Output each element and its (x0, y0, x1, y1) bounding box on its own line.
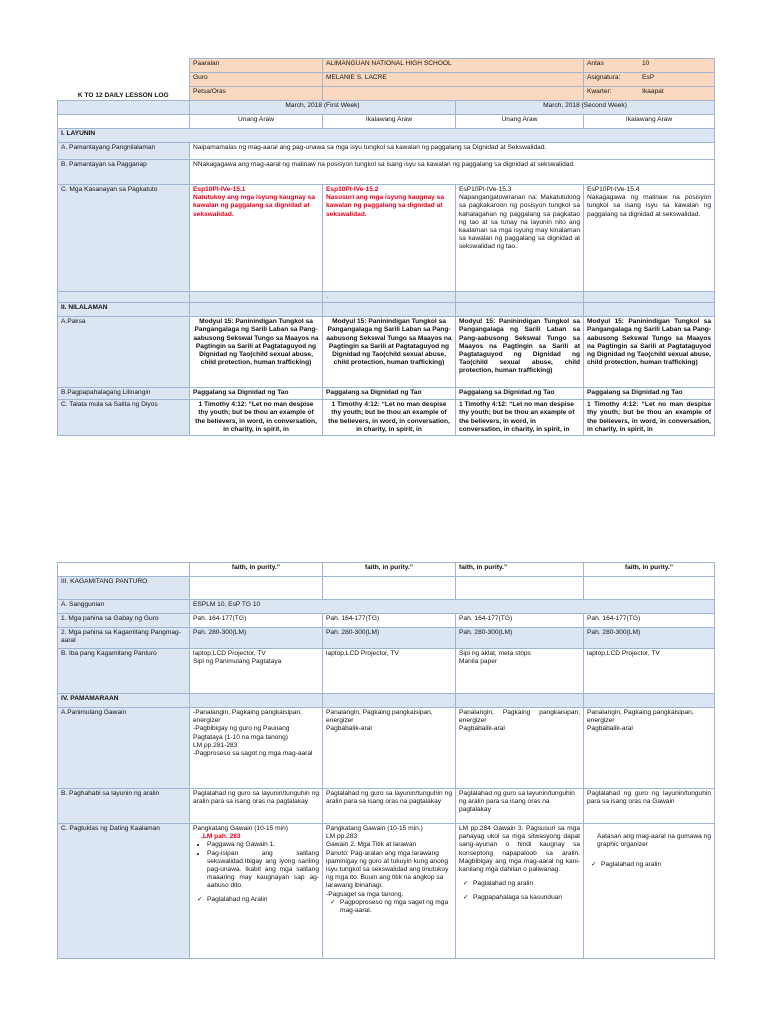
talata-day3: 1 Timothy 4:12: “Let no man despise thy youth; but be thou an example of the believers, in word, in conversation, in charity, in spirit, in (456, 400, 584, 436)
list-item: ✓ Pagpoproseso ng mga saget ng mga mag-aaral. (340, 899, 452, 915)
paghahabi-day2: Paglalahad ng guro sa layunin/tunguhin ng aralin para sa isang oras na pagtalakay (323, 789, 456, 824)
quarter-cell: Kwarter: Ikaapat (584, 87, 715, 101)
day3-header: Unang Araw (456, 115, 584, 129)
row-label-pagtuklas: C. Pagtuklas ng Dating Kaalaman (58, 824, 190, 959)
pagtuklas-day3: LM pp.284 Gawain 3. Pagsusuri sa mga pahayag ukol sa mga sitwasyong dapat sang-ayunan o hindi kaugnay sa konseptong napapaloob sa aralin. Magbibigay ang mga mag-aaral ng kani-kanilang mga dahilan o paliwanag. ✓ Paglalahad ng aralin ✓ Pagpapahalaga sa kasunduan (456, 824, 584, 959)
list-item: ✓ Paglalahad ng Aralin (207, 896, 319, 904)
cont-day2: faith, in purity.” (323, 563, 456, 577)
row-label-pagpapahalaga: B.Pagpapahalagang Lilinangin (58, 388, 190, 400)
date-value (323, 87, 584, 101)
pagpapahalaga-day3: Paggalang sa Dignidad ng Tao (456, 388, 584, 400)
school-name: ALIMANGUAN NATIONAL HIGH SCHOOL (323, 59, 584, 73)
week1-header: March, 2018 (First Week) (190, 101, 456, 115)
pagtuklas-day2: Pangkatang Gawain (10-15 min.) LM pp.283 Gawain 2. Mga Titik at larawan Panuto: Pag-aralan ang mga larawang ipaminigay ng guro at tukuyin kung anong isyu tungkol sa sekswalidad ang tinutukoy ng mga ito. Buuin ang titik na angkop sa larawang ibinahagi. -Pagsaget sa mga tanong. ✓ Pagpoproseso ng mga saget ng mga mag-aaral. (323, 824, 456, 959)
pagganap-text: NNakagagawa ang mag-aaral ng malinaw na posisyon tungkol sa isang isyu sa kawalan ng paggalang sa dignidad at sekswalidad. (190, 160, 715, 185)
panimula-day3: Panalangin, Pagkaing pangkaisipan, energizer Pagbabalik-aral (456, 708, 584, 789)
kag-day3: Pah. 280-300(LM) (456, 628, 584, 649)
paghahabi-day1: Paglalahad ng guro sa layunin/tunguhin ng aralin para sa isang oras na pagtalakay (190, 789, 323, 824)
talata-day1: 1 Timothy 4:12: “Let no man despise thy youth; but be thou an example of the believers, in word, in conversation, in charity, in spirit, in (190, 400, 323, 436)
talata-day2: 1 Timothy 4:12: “Let no man despise thy youth; but be thou an example of the believers, in word, in conversation, in charity, in spirit, in (323, 400, 456, 436)
sanggunian-text: ESPLM 10, EsP TG 10 (190, 600, 715, 614)
paksa-day2: Modyul 15: Paninindigan Tungkol sa Pangangalaga ng Sarili Laban sa Pang-aabusong Sekswal Tungo sa Maayos na Pagtingin sa Sarili at Pagtataguyod ng Dignidad ng Tao(child sexual abuse, child protection, human trafficking) (323, 317, 456, 388)
iba-day4: laptop,LCD Projector, TV (584, 649, 715, 694)
pagpapahalaga-day2: Paggalang sa Dignidad ng Tao (323, 388, 456, 400)
teacher-name: MELANIE S. LACRE (323, 73, 584, 87)
row-label-paksa: A.Paksa (58, 317, 190, 388)
dll-title: K TO 12 DAILY LESSON LOG (58, 59, 190, 101)
kasanayan-day1: Esp10PI-IVe-15.1 Natutukoy ang mga isyung kaugnay sa kawalan ng paggalang sa dignidad at sekswalidad. (190, 185, 323, 292)
gabay-day4: Pah. 164-177(TG) (584, 614, 715, 628)
cont-day1: faith, in purity.” (190, 563, 323, 577)
gabay-day1: Pah. 164-177(TG) (190, 614, 323, 628)
section-layunin: I. LAYUNIN (58, 129, 715, 143)
iba-day2: laptop,LCD Projector, TV (323, 649, 456, 694)
row-label-panimulang-gawain: A.Panimulang Gawain (58, 708, 190, 789)
row-label-kasanayan: C. Mga Kasanayan sa Pagkatuto (58, 185, 190, 292)
row-label-pangnilalaman: A. Pamantayang Pangnilalaman (58, 143, 190, 160)
day1-header: Unang Araw (190, 115, 323, 129)
list-item: • Pag-isipan ang salitang sekswalidad.Ibigay ang iyong sariling pag-unawa. Ikabit ang mga salitang maaaring may kaugnayan sap ag-aabuso dito. (207, 850, 319, 891)
row-label-paghahabi: B. Paghahabi sa layunin ng aralin (58, 789, 190, 824)
row-label-sanggunian: A. Sanggunian (58, 600, 190, 614)
kasanayan-day2: Esp10PI-IVe-15.2 Nasusuri ang mga isyung kaugnay sa kawalan ng paggalang sa dignidad at sekswalidad. (323, 185, 456, 292)
grade-cell: Antas 10 (584, 59, 715, 73)
iba-day1: laptop,LCD Projector, TV Sipi ng Panimulang Pagtataya (190, 649, 323, 694)
pagtuklas-day4: Aatasan ang mag-aaral na gumawa ng graphic organizer ✓ Paglalahad ng aralin (584, 824, 715, 959)
day2-header: Ikalawang Araw (323, 115, 456, 129)
cont-day3: faith, in purity.” (456, 563, 584, 577)
pangnilalaman-text: Naipamamalas ng mag-aaral ang pag-unawa sa mga isyu tungkol sa kawalan ng paggalang sa Dignidad at Sekswalidad. (190, 143, 715, 160)
cont-day4: faith, in purity.” (584, 563, 715, 577)
kag-day2: Pah. 280-300(LM) (323, 628, 456, 649)
teacher-label: Guro (190, 73, 323, 87)
pagtuklas-day1: Pangkatang Gawain (10-15 min) ,LM pah. 283 • Paggawa ng Gawain 1. • Pag-isipan ang salitang sekswalidad.Ibigay ang iyong sariling pag-unawa. Ikabit ang mga salitang maaaring may kaugnayan sap ag-aabuso dito. ✓ Paglalahad ng Aralin (190, 824, 323, 959)
date-label: Petsa/Oras (190, 87, 323, 101)
kag-day1: Pah. 280-300(LM) (190, 628, 323, 649)
section-nilalaman: II. NILALAMAN (58, 303, 190, 317)
panimula-day2: Panalangin, Pagkaing pangkaisipan, energizer Pagbabalik-aral (323, 708, 456, 789)
talata-day4: 1 Timothy 4:12: “Let no man despise thy youth; but be thou an example of the believers, in word, in conversation, in charity, in spirit, in (584, 400, 715, 436)
week2-header: March, 2018 (Second Week) (456, 101, 715, 115)
paghahabi-day3: Paglalahad ng guro sa layunin/tunguhin ng aralin para sa isang oras na pagtalakay (456, 789, 584, 824)
list-item: ✓ Paglalahad ng aralin (473, 880, 580, 888)
list-item: ✓ Pagpapahalaga sa kasunduan (473, 894, 580, 902)
paghahabi-day4: Paglalahad ng guro ng layunin/tunguhin para sa isang oras na Gawain (584, 789, 715, 824)
panimula-day4: Panalangin, Pagkaing pangkaisipan, energizer Pagbabalik-aral (584, 708, 715, 789)
section-kagamitan: III. KAGAMITANG PANTURO (58, 577, 190, 600)
row-label-pagganap: B. Pamantayan sa Pagganap (58, 160, 190, 185)
row-label-iba-pang-kagamitan: B. Iba pang Kagamitang Panturo (58, 649, 190, 694)
paksa-day3: Modyul 15: Paninindigan Tungkol sa Pangangalaga ng Sarili Laban sa Pang-aabusong Sekswal Tungo sa Maayos na Pagtingin sa Sarili at Pagtataguyod ng Dignidad ng Tao(child sexual abuse, child protection, human trafficking) (456, 317, 584, 388)
lesson-log-table-page2 (57, 562, 715, 959)
kag-day4: Pah. 280-300(LM) (584, 628, 715, 649)
panimula-day1: -Panalangin, Pagkaing pangkaisipan, energizer -Pagbibigay ng guro ng Paunang Pagtataya (1-10 na mga tanong) LM pp.281-283 -Pagproseso sa sagot ng mga mag-aaral (190, 708, 323, 789)
kasanayan-day4: EsP10PI-IVe-15.4 Nakagagawa ng malinaw na posisyon tungkol sa isang isyu sa kawalan ng paggalang sa dignidad at sekswalidad. (584, 185, 715, 292)
subject-cell: Asignatura: EsP (584, 73, 715, 87)
row-label-kagamitang-pangmag-aaral: 2. Mga pahina sa Kagamitang Pangmag-aaral (58, 628, 190, 649)
kasanayan-day3: EsP10PI-IVe-15.3 Napangangatuwiranan na: Makatutulong sa pagkakaroon ng posisyon tungkol sa kahalagahan ng paggalang sa pagkatao ng tao at sa tunay na layunin nito ang kaalaman sa mga isyung may kinalaman sa kawalan ng paggalang sa dignidad at sekswalidad ng tao. (456, 185, 584, 292)
day4-header: Ikalawang Araw (584, 115, 715, 129)
lesson-log-table-page1 (57, 58, 715, 436)
list-item: ✓ Paglalahad ng aralin (601, 861, 711, 869)
dot-cell: . (323, 292, 456, 303)
gabay-day2: Pah. 164-177(TG) (323, 614, 456, 628)
school-label: Paaralan (190, 59, 323, 73)
paksa-day4: Modyul 15: Paninindigan Tungkol sa Pangangalaga ng Sarili Laban sa Pang-aabusong Sekswal Tungo sa Maayos na Pagtingin sa Sarili at Pagtataguyod ng Dignidad ng Tao(child sexual abuse, child protection, human trafficking) (584, 317, 715, 388)
row-label-gabay: 1. Mga pahina sa Gabay ng Guro (58, 614, 190, 628)
gabay-day3: Pah. 164-177(TG) (456, 614, 584, 628)
list-item: • Paggawa ng Gawain 1. (207, 841, 319, 849)
paksa-day1: Modyul 15: Paninindigan Tungkol sa Pangangalaga ng Sarili Laban sa Pang-aabusong Sekswal Tungo sa Maayos na Pagtingin sa Sarili at Pagtataguyod ng Dignidad ng Tao(child sexual abuse, child protection, human trafficking) (190, 317, 323, 388)
section-pamamaraan: IV. PAMAMARAAN (58, 694, 190, 708)
pagpapahalaga-day1: Paggalang sa Dignidad ng Tao (190, 388, 323, 400)
pagpapahalaga-day4: Paggalang sa Dignidad ng Tao (584, 388, 715, 400)
iba-day3: Sipi ng aklat, meta strips Manila paper (456, 649, 584, 694)
row-label-talata: C. Talata mula sa Salita ng Diyos (58, 400, 190, 436)
